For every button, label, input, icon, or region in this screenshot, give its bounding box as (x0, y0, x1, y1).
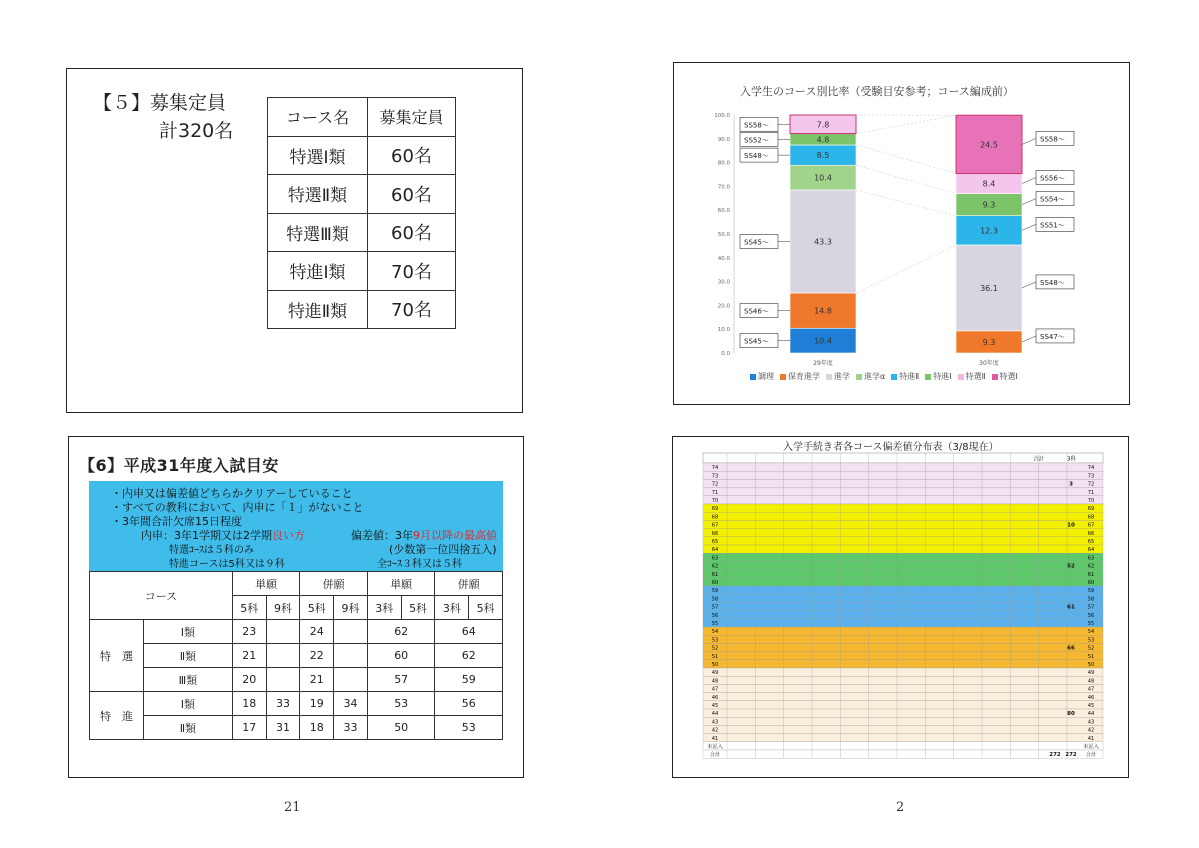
group-header: 単願 (367, 572, 435, 596)
data-label: 10.4 (814, 173, 832, 183)
y-tick-label: 10.0 (717, 327, 730, 334)
y-tick-label: 100.0 (714, 113, 730, 119)
capacity-heading: 【５】募集定員 (93, 92, 227, 114)
chart-legend (744, 371, 1018, 382)
table-cell: 62 (367, 620, 435, 644)
distribution-row (703, 594, 1103, 602)
connector-line (856, 190, 956, 216)
data-label: 9.3 (982, 200, 996, 210)
distribution-row (703, 479, 1103, 487)
distribution-row (703, 561, 1103, 569)
table-cell: 18 (232, 692, 266, 716)
capacity-table (267, 97, 456, 329)
distribution-row (703, 611, 1103, 619)
legend-swatch (856, 374, 862, 380)
sub-header: 5科 (469, 596, 503, 620)
distribution-grid (673, 437, 1129, 778)
row-label: 73 (711, 473, 719, 480)
connector-line (856, 145, 956, 174)
group-total: 3 (1069, 481, 1073, 488)
ss-tag: SS45～ (744, 238, 769, 247)
table-cell: 34 (334, 692, 368, 716)
ss-tag: SS48～ (1040, 278, 1065, 287)
table-cell: 特選Ⅱ類 (268, 175, 368, 214)
row-label-right: 59 (1087, 588, 1095, 595)
x-tick-label: 29年度 (813, 360, 833, 367)
row-label: 46 (711, 694, 719, 701)
row-label-right: 45 (1087, 703, 1095, 709)
table-cell (334, 644, 368, 668)
sub-header: 5科 (300, 596, 334, 620)
group-total: 52 (1067, 563, 1075, 570)
row-label: 68 (711, 514, 719, 521)
distribution-row (703, 570, 1103, 578)
y-tick-label: 30.0 (717, 279, 730, 286)
row-label-right: 56 (1087, 612, 1095, 619)
capacity-total: 計320名 (159, 120, 234, 142)
data-label: 36.1 (980, 283, 998, 293)
ss-tag: SS52～ (744, 136, 769, 145)
row-label: 48 (711, 678, 719, 685)
distribution-row (703, 734, 1103, 742)
page-number-right: 2 (896, 800, 905, 815)
distribution-row (703, 725, 1103, 733)
y-tick-label: 80.0 (717, 160, 730, 167)
row-label-right: 67 (1087, 522, 1095, 529)
slide-exam-guideline (68, 436, 524, 778)
distribution-row (703, 701, 1103, 709)
table-cell: 18 (300, 716, 334, 740)
class-label: Ⅰ類 (144, 620, 233, 644)
table-cell: 64 (435, 620, 503, 644)
ss-tag-leader (1022, 224, 1036, 230)
grand-total: 272 (1049, 752, 1061, 759)
distribution-row (703, 717, 1103, 725)
ss-tag: SS56～ (1040, 174, 1065, 183)
row-label-right: 60 (1087, 580, 1095, 586)
table-cell: 33 (334, 716, 368, 740)
distribution-row (703, 512, 1103, 520)
row-label: 56 (711, 612, 719, 619)
distribution-row (703, 693, 1103, 701)
hensachi-prefix: 偏差値：3年 (351, 529, 413, 542)
distribution-row (703, 529, 1103, 537)
naishin-prefix: 内申：3年1学期又は2学期 (141, 529, 272, 542)
rounding-note: (少数第一位四捨五入) (389, 543, 497, 556)
row-label-right: 63 (1087, 555, 1095, 562)
table-cell: 56 (435, 692, 503, 716)
distribution-row (703, 553, 1103, 561)
criteria-bullet: ・すべての教科において、内申に「１」がないこと (111, 501, 364, 514)
row-label: 53 (711, 637, 719, 644)
note-all: 全ｺｰｽ３科又は５科 (377, 559, 462, 570)
class-label: Ⅲ類 (144, 668, 233, 692)
group-total: 10 (1067, 522, 1075, 529)
data-label: 8.4 (982, 179, 996, 189)
row-label: 47 (711, 686, 719, 693)
row-label-right: 70 (1087, 498, 1095, 504)
criteria-box (89, 481, 503, 571)
row-label-right: 74 (1087, 465, 1095, 472)
row-label-right: 61 (1087, 571, 1095, 578)
row-label: 69 (711, 506, 719, 513)
distribution-row (703, 504, 1103, 512)
criteria-bullet: ・内申又は偏差値どちらかクリアーしていること (111, 487, 353, 500)
row-label: 57 (711, 604, 719, 611)
distribution-row (703, 463, 1103, 471)
sub-header: 3科 (367, 596, 401, 620)
distribution-row (703, 488, 1103, 496)
naishin-highlight: 良い方 (272, 529, 305, 542)
row-label-right: 69 (1087, 506, 1095, 513)
row-label: 66 (711, 530, 719, 537)
class-label: Ⅰ類 (144, 692, 233, 716)
data-label: 8.5 (816, 151, 830, 161)
row-label: 54 (711, 629, 719, 636)
row-label-right: 44 (1087, 711, 1095, 718)
table-cell: 22 (300, 644, 334, 668)
row-label-right: 42 (1087, 727, 1095, 734)
distribution-row (703, 709, 1103, 717)
row-label: 合計 (709, 752, 721, 759)
y-tick-label: 90.0 (717, 136, 730, 143)
row-label-right: 53 (1087, 637, 1095, 644)
legend-item: 特進Ⅰ (933, 372, 952, 381)
class-label: Ⅱ類 (144, 644, 233, 668)
row-label: 63 (711, 555, 719, 562)
distribution-row (703, 537, 1103, 545)
table-cell: 19 (300, 692, 334, 716)
row-label-right: 64 (1087, 547, 1095, 554)
table-cell: 21 (232, 644, 266, 668)
ss-tag: SS48～ (744, 152, 769, 161)
y-tick-label: 40.0 (717, 255, 730, 262)
legend-item: 保育進学 (788, 372, 820, 381)
sub-header: 9科 (266, 596, 300, 620)
row-label: 52 (711, 645, 719, 652)
sub-header: 3科 (435, 596, 469, 620)
table-cell: 50 (367, 716, 435, 740)
row-label: 67 (711, 522, 719, 529)
row-label-right: 51 (1087, 653, 1095, 660)
table-cell: 17 (232, 716, 266, 740)
row-label-right: 48 (1087, 678, 1095, 685)
distribution-row (703, 684, 1103, 692)
row-label: 49 (711, 670, 719, 677)
legend-swatch (891, 374, 897, 380)
ss-tag: SS54～ (1040, 195, 1065, 204)
distribution-row (703, 652, 1103, 660)
row-label: 43 (711, 719, 719, 726)
capacity-header-capacity: 募集定員 (368, 98, 456, 137)
row-label-right: 50 (1087, 662, 1095, 668)
distribution-title: 入学手続き者各コース偏差値分布表（3/8現在） (783, 442, 999, 453)
data-label: 12.3 (980, 226, 998, 236)
table-cell: 31 (266, 716, 300, 740)
data-label: 7.8 (816, 120, 830, 130)
legend-swatch (925, 374, 931, 380)
group-total: 80 (1067, 711, 1075, 718)
row-label: 62 (711, 563, 719, 570)
legend-swatch (992, 374, 998, 380)
total-header: 合計 (1033, 456, 1045, 463)
distribution-row (703, 742, 1103, 750)
row-label: 61 (711, 571, 719, 578)
table-cell: 21 (300, 668, 334, 692)
row-label: 58 (711, 596, 719, 603)
ss-tag-leader (1022, 178, 1036, 184)
legend-swatch (826, 374, 832, 380)
ss-tag: SS46～ (744, 307, 769, 316)
row-label-right: 46 (1087, 694, 1095, 701)
row-label-right: 65 (1087, 539, 1095, 545)
ss-tag: SS58～ (1040, 135, 1065, 144)
legend-swatch (780, 374, 786, 380)
y-tick-label: 60.0 (717, 208, 730, 215)
row-label: 50 (711, 662, 719, 668)
criteria-bullet: ・3年間合計欠席15日程度 (111, 515, 242, 528)
table-cell: 特選Ⅲ類 (268, 213, 368, 252)
table-cell: 特選Ⅰ類 (268, 136, 368, 175)
legend-item: 調理 (758, 372, 774, 381)
table-cell (266, 620, 300, 644)
y-tick-label: 0.0 (721, 351, 730, 357)
distribution-row (703, 750, 1103, 758)
row-label: 74 (711, 465, 719, 472)
legend-item: 特選Ⅱ (965, 372, 986, 381)
ss-tag: SS47～ (1040, 332, 1065, 341)
class-label: Ⅱ類 (144, 716, 233, 740)
row-label-right: 68 (1087, 514, 1095, 521)
capacity-title (93, 89, 233, 145)
row-label-right: 54 (1087, 629, 1095, 636)
data-label: 43.3 (814, 237, 832, 247)
table-cell (334, 668, 368, 692)
data-label: 4.8 (816, 135, 830, 145)
data-label: 9.3 (982, 337, 996, 347)
table-cell: 59 (435, 668, 503, 692)
row-label-right: 62 (1087, 563, 1095, 570)
hensachi-highlight: 9月以降の最高値 (413, 529, 497, 542)
ss-tag-leader (1022, 336, 1036, 342)
row-label-right: 71 (1087, 489, 1095, 496)
legend-swatch (958, 374, 964, 380)
table-cell: 60名 (368, 213, 456, 252)
legend-swatch (750, 374, 756, 380)
distribution-row (703, 496, 1103, 504)
ss-tag-leader (1022, 282, 1036, 288)
sub-header: 5科 (232, 596, 266, 620)
y-tick-label: 20.0 (717, 303, 730, 310)
row-label: 未記入 (707, 744, 723, 750)
distribution-row (703, 602, 1103, 610)
table-cell: 62 (435, 644, 503, 668)
distribution-row (703, 578, 1103, 586)
slide-distribution-table (672, 436, 1129, 778)
ss-tag: SS45～ (744, 337, 769, 346)
group-header: 併願 (300, 572, 368, 596)
distribution-row (703, 643, 1103, 651)
row-label-right: 49 (1087, 670, 1095, 677)
row-label-right: 57 (1087, 604, 1095, 611)
table-cell (266, 668, 300, 692)
table-cell (334, 620, 368, 644)
row-label-right: 47 (1087, 686, 1095, 693)
slide-course-ratio-chart (673, 62, 1130, 405)
chart-title: 入学生のコース別比率（受験目安参考；コース編成前） (740, 85, 1014, 98)
table-cell: 特進Ⅱ類 (268, 290, 368, 329)
table-cell: 60名 (368, 175, 456, 214)
row-label-right: 55 (1087, 621, 1095, 627)
group-tokushin: 特 進 (90, 692, 144, 740)
capacity-header-course: コース名 (268, 98, 368, 137)
row-label: 45 (711, 703, 719, 709)
table-cell: 57 (367, 668, 435, 692)
row-label: 64 (711, 547, 719, 554)
y-tick-label: 50.0 (717, 232, 730, 238)
distribution-row (703, 676, 1103, 684)
table-cell: 60 (367, 644, 435, 668)
ss-tag: SS58～ (744, 121, 769, 130)
course-header: コース (90, 572, 233, 620)
row-label: 65 (711, 539, 719, 545)
legend-item: 特選Ⅰ (999, 372, 1018, 381)
group-header: 単願 (232, 572, 300, 596)
row-label-right: 43 (1087, 719, 1095, 726)
row-label: 59 (711, 588, 719, 595)
table-cell: 53 (367, 692, 435, 716)
row-label-right: 58 (1087, 596, 1095, 603)
row-label-right: 66 (1087, 530, 1095, 537)
page-number-left: 21 (284, 800, 301, 815)
distribution-row (703, 586, 1103, 594)
y-tick-label: 70.0 (717, 184, 730, 191)
table-cell: 60名 (368, 136, 456, 175)
table-cell: 70名 (368, 290, 456, 329)
distribution-row (703, 520, 1103, 528)
exam-guideline-title: 【6】平成31年度入試目安 (79, 456, 279, 475)
row-label: 55 (711, 621, 719, 627)
distribution-row (703, 635, 1103, 643)
col-3ka-header: 3科 (1067, 456, 1076, 463)
row-label-right: 41 (1087, 735, 1095, 742)
row-label: 51 (711, 653, 719, 660)
sub-header: 9科 (334, 596, 368, 620)
row-label: 70 (711, 498, 719, 504)
table-cell: 20 (232, 668, 266, 692)
grand-total-2: 272 (1065, 752, 1077, 759)
note-tokushin: 特進コースは5科又は９科 (169, 559, 285, 570)
table-cell: 24 (300, 620, 334, 644)
table-cell: 53 (435, 716, 503, 740)
group-total: 61 (1067, 604, 1075, 611)
sub-header: 5科 (401, 596, 435, 620)
group-total: 66 (1067, 645, 1075, 652)
connector-line (856, 245, 956, 293)
row-label: 42 (711, 727, 719, 734)
row-label: 72 (711, 481, 719, 488)
exam-table (89, 571, 503, 740)
ss-tag-leader (1022, 199, 1036, 205)
row-label-right: 未記入 (1083, 744, 1099, 750)
row-label-right: 52 (1087, 645, 1095, 652)
row-label: 44 (711, 711, 719, 718)
legend-item: 進学α (864, 372, 886, 381)
distribution-row (703, 471, 1103, 479)
distribution-row (703, 660, 1103, 668)
connector-line (856, 115, 956, 133)
table-cell (266, 644, 300, 668)
ratio-chart (674, 63, 1130, 405)
row-label-right: 72 (1087, 481, 1095, 488)
table-cell: 33 (266, 692, 300, 716)
x-tick-label: 30年度 (979, 360, 999, 367)
distribution-row (703, 545, 1103, 553)
group-tokusen: 特 選 (90, 620, 144, 692)
distribution-row (703, 668, 1103, 676)
row-label-right: 73 (1087, 473, 1095, 480)
table-cell: 特進Ⅰ類 (268, 252, 368, 291)
row-label: 41 (711, 735, 719, 742)
table-cell: 23 (232, 620, 266, 644)
data-label: 24.5 (980, 140, 998, 150)
distribution-row (703, 627, 1103, 635)
distribution-row (703, 619, 1103, 627)
group-header: 併願 (435, 572, 503, 596)
row-label: 71 (711, 489, 719, 496)
table-cell: 70名 (368, 252, 456, 291)
row-label: 60 (711, 580, 719, 586)
data-label: 10.4 (814, 336, 832, 346)
slide-recruitment-capacity (66, 68, 523, 413)
data-label: 14.8 (814, 306, 832, 316)
row-label-right: 合計 (1085, 752, 1097, 759)
legend-item: 進学 (834, 372, 850, 381)
ss-tag-leader (1022, 138, 1036, 144)
note-tokusen: 特選ｺｰｽは５科のみ (169, 545, 254, 556)
legend-item: 特進Ⅱ (899, 372, 920, 381)
ss-tag: SS51～ (1040, 221, 1065, 230)
